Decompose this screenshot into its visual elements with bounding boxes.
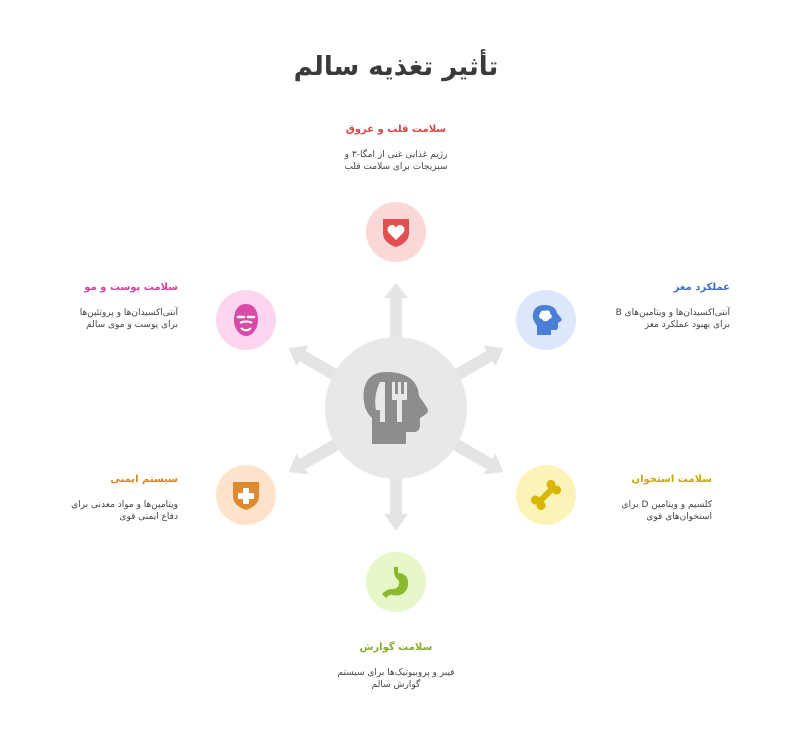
digestion-node-circle [366, 552, 426, 612]
brain-head-icon [528, 302, 564, 338]
brain-block [612, 282, 730, 331]
face-mask-icon [229, 302, 263, 338]
digestion-block [296, 642, 496, 691]
heart-shield-icon [379, 215, 413, 249]
digestion-title: سلامت گوارش [359, 642, 433, 653]
diagram-title: تأثیر تغذیه سالم [293, 52, 499, 82]
medical-shield-icon [229, 478, 263, 512]
brain-title: عملکرد مغز [673, 282, 730, 293]
heart-title: سلامت قلب و عروق [345, 124, 447, 135]
heart-desc-line2: سبزیجات برای سلامت قلب [344, 162, 448, 173]
bone-block [612, 474, 712, 523]
heart-desc-line1: رژیم غذایی غنی از امگا-۳ و [344, 150, 448, 160]
brain-desc-line2: برای بهبود عملکرد مغز [644, 320, 730, 331]
immune-desc-line1: ویتامین‌ها و مواد معدنی برای [71, 500, 178, 510]
digestion-desc-line2: گوارش سالم [371, 680, 421, 691]
immune-desc-line2: دفاع ایمنی قوی [119, 512, 178, 523]
skin-title: سلامت پوست و مو [84, 282, 178, 293]
bone-node-circle [516, 465, 576, 525]
brain-node-circle [516, 290, 576, 350]
skin-desc-line2: برای پوست و موی سالم [86, 320, 178, 331]
heart-block [296, 124, 496, 173]
heart-node-circle [366, 202, 426, 262]
digestion-desc-line1: فیبر و پروبیوتیک‌ها برای سیستم [337, 668, 455, 678]
brain-desc-line1: آنتی‌اکسیدان‌ها و ویتامین‌های B [615, 308, 730, 318]
arrow-up [384, 283, 408, 338]
bone-desc-line2: استخوان‌های قوی [646, 512, 712, 523]
bone-icon [528, 477, 564, 513]
bone-desc-line1: کلسیم و ویتامین D برای [621, 500, 712, 510]
skin-node-circle [216, 290, 276, 350]
stomach-icon [378, 564, 414, 600]
arrow-down [384, 470, 408, 531]
immune-node-circle [216, 465, 276, 525]
immune-title: سیستم ایمنی [110, 474, 178, 485]
bone-title: سلامت استخوان [631, 474, 712, 485]
skin-desc-line1: آنتی‌اکسیدان‌ها و پروتئین‌ها [79, 308, 178, 318]
immune-block [66, 474, 178, 523]
skin-block [58, 282, 178, 331]
